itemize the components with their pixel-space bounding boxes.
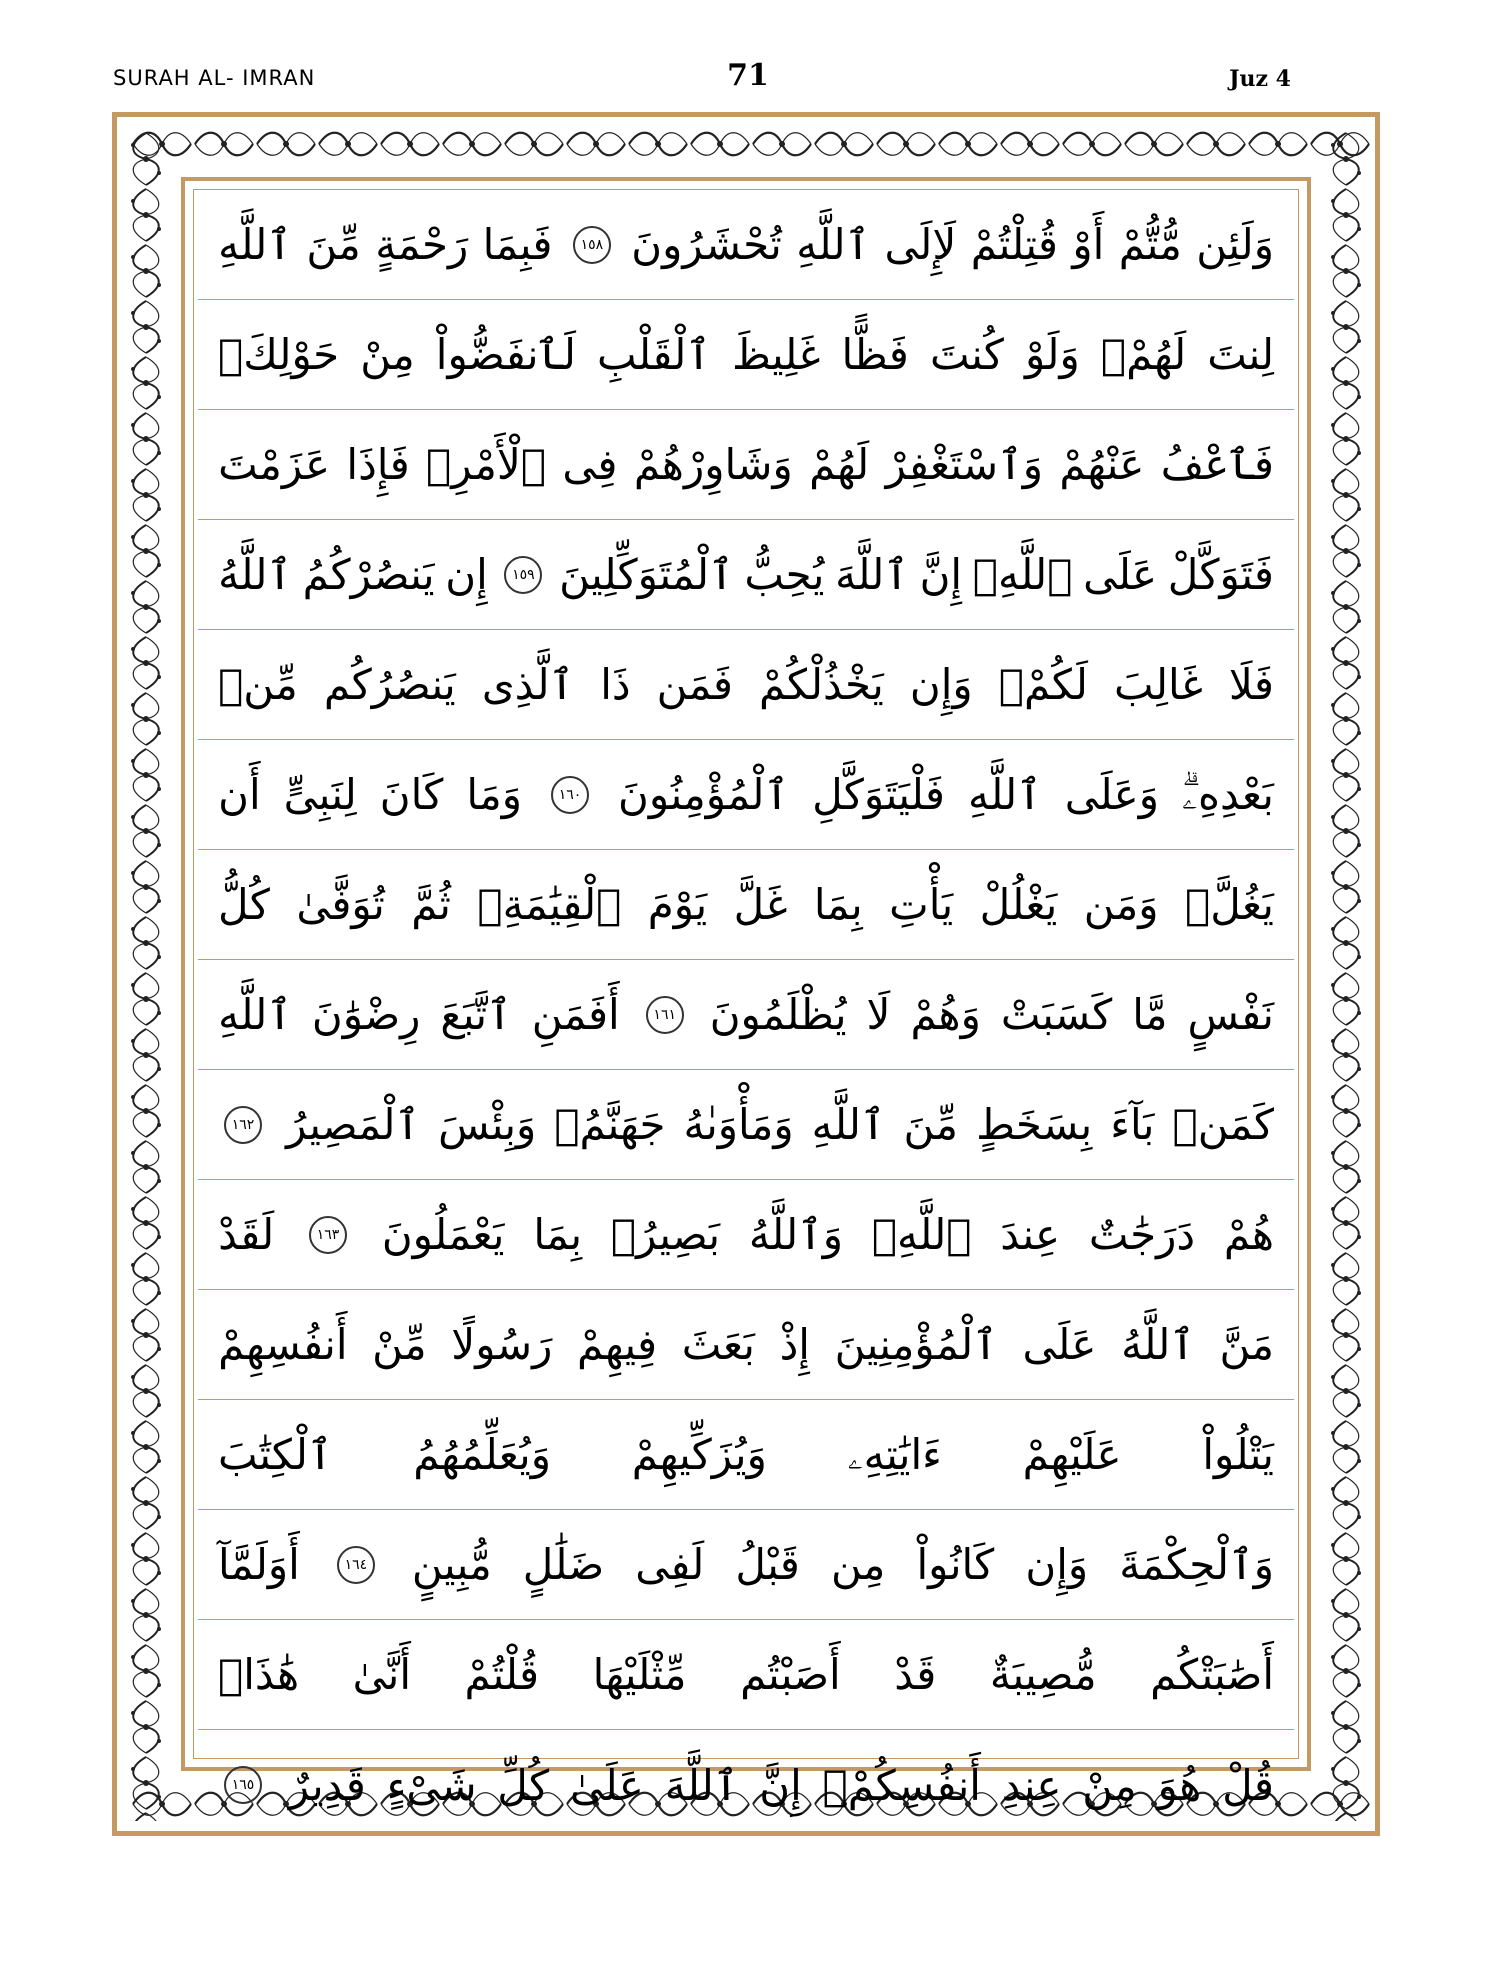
ayah-number-marker: ١٦٠ — [551, 776, 589, 814]
verse-word: رَسُولًا — [451, 1320, 553, 1369]
verse-line — [198, 1180, 1294, 1290]
verse-word: بِمَا — [533, 1210, 583, 1259]
ayah-number-marker: ١٦٥ — [224, 1766, 262, 1804]
verse-word: وَشَاوِرْهُمْ — [633, 440, 793, 489]
verse-word: يُحِبُّ — [744, 550, 825, 599]
verse-word: ذَا — [600, 660, 631, 709]
juz-label: Juz 4 — [1229, 66, 1291, 92]
verse-line — [198, 1400, 1294, 1510]
verse-word: مَّا — [1132, 990, 1168, 1039]
verse-word: عَنْهُمْ — [1059, 440, 1145, 489]
verse-word: لِنتَ — [1207, 330, 1274, 379]
verse-word: أَنَّىٰ — [352, 1650, 411, 1699]
verse-line — [198, 1510, 1294, 1620]
verse-word: وَلَوْ — [1024, 330, 1080, 379]
verse-word: إِنَّ — [919, 550, 963, 599]
verse-word: ٱلْكِتَٰبَ — [218, 1430, 333, 1479]
verse-word: ٱللَّهَ — [835, 550, 909, 599]
verse-word: وَعَلَى — [1064, 770, 1160, 819]
verse-word: فَمَن — [656, 660, 733, 709]
verse-word: قَدْ — [894, 1650, 937, 1699]
verse-word: ٱلْقِيَٰمَةِۚ — [477, 880, 622, 929]
border-ornament-top — [131, 125, 1371, 163]
ayah-number-marker: ١٦٢ — [224, 1106, 262, 1144]
verse-word: لَقَدْ — [218, 1210, 275, 1259]
verse-word: يَتْلُواْ — [1202, 1430, 1274, 1479]
verse-word: مُّتُّمْ — [1118, 220, 1182, 269]
verse-word: بِسَخَطٍ — [976, 1100, 1093, 1149]
verse-line — [198, 850, 1294, 960]
verse-word: وَبِئْسَ — [438, 1100, 537, 1149]
verse-word: لَهُمْ — [809, 440, 870, 489]
verse-word: ثُمَّ — [411, 880, 451, 929]
verse-word: يَأْتِ — [889, 880, 954, 929]
ayah-number-marker: ١٦٣ — [309, 1216, 347, 1254]
verse-word: لَا — [866, 990, 891, 1039]
verse-word: مِّنَ — [903, 1100, 959, 1149]
ayah-number-marker: ١٥٨ — [573, 226, 611, 264]
verse-word: جَهَنَّمُۖ — [554, 1100, 666, 1149]
verse-word: كَمَنۢ — [1172, 1100, 1274, 1149]
verse-word: رِضْوَٰنَ — [311, 990, 421, 1039]
verse-word: ٱلْمَصِيرُ — [286, 1100, 421, 1149]
verse-word: لَإِلَى — [884, 220, 957, 269]
verse-word: مَنَّ — [1219, 1320, 1274, 1369]
verse-word: يَنصُرُكُم — [323, 660, 456, 709]
verse-line — [198, 190, 1294, 300]
verse-word: كُلِّ — [497, 1760, 550, 1810]
verse-word: ٱللَّهُ — [218, 550, 292, 599]
ayah-number-marker: ١٦١ — [646, 996, 684, 1034]
verse-word: بَصِيرُۢ — [610, 1210, 721, 1259]
verse-word: أَنفُسِهِمْ — [218, 1320, 348, 1369]
verse-word: وَمَن — [1083, 880, 1159, 929]
verse-word: مِنْ — [360, 330, 415, 379]
verse-word: لَهُمْۖ — [1100, 330, 1187, 379]
verse-word: يَعْمَلُونَ — [381, 1210, 505, 1259]
verse-word: أَفَمَنِ — [531, 990, 620, 1039]
verse-line — [198, 300, 1294, 410]
verse-word: وَإِن — [1025, 1540, 1089, 1589]
verse-word: فَظًّا — [841, 330, 909, 379]
verse-word: فِى — [562, 440, 618, 489]
verse-line — [198, 520, 1294, 630]
verse-word: غَالِبَ — [1113, 660, 1203, 709]
verse-word: فَٱعْفُ — [1160, 440, 1274, 489]
verse-word: فَلَا — [1228, 660, 1274, 709]
verse-word: عَلَى — [1083, 550, 1158, 599]
verse-word: ٱلْقَلْبِ — [597, 330, 711, 379]
verse-word: كُلُّ — [218, 880, 270, 929]
verse-word: ءَايَٰتِهِۦ — [847, 1429, 942, 1479]
page-frame — [112, 112, 1380, 1836]
text-panel — [181, 177, 1311, 1810]
verse-word: مِّنَ — [306, 220, 361, 269]
verse-word: لِنَبِىٍّ — [283, 770, 357, 819]
verse-word: غَلِيظَ — [731, 330, 821, 379]
verse-word: أَنفُسِكُمْۗ — [822, 1760, 981, 1810]
verse-word: وَٱللَّهُ — [748, 1210, 844, 1259]
verse-word: أَوْ — [1072, 220, 1105, 269]
verse-word: يَنصُرْكُمُ — [302, 550, 435, 599]
verse-word: مِنْ — [1082, 1760, 1137, 1810]
verse-word: وَٱلْحِكْمَةَ — [1119, 1540, 1274, 1589]
verse-word: يَوْمَ — [647, 880, 708, 929]
verse-word: مِّنۢ — [218, 660, 298, 709]
verse-word: وَٱسْتَغْفِرْ — [885, 440, 1044, 489]
verse-word: بَعْدِهِۦۗ — [1182, 769, 1274, 819]
verse-word: وَمَأْوَىٰهُ — [683, 1100, 794, 1149]
verse-word: بَآءَ — [1110, 1100, 1155, 1149]
verse-word: عَزَمْتَ — [218, 440, 331, 489]
verse-word: عَلَيْهِمْ — [1022, 1430, 1122, 1479]
verse-word: عَلَى — [1022, 1320, 1097, 1369]
verse-word: عِندَ — [1000, 1210, 1061, 1259]
verse-line — [198, 1620, 1294, 1730]
verse-line — [198, 960, 1294, 1070]
verse-word: فِيهِمْ — [577, 1320, 658, 1369]
verse-word: ٱلْأَمْرِۖ — [426, 440, 547, 489]
verse-word: وَلَئِن — [1196, 220, 1274, 269]
verse-word: مِّنْ — [372, 1320, 427, 1369]
verse-word: يَغُلَّۚ — [1185, 880, 1274, 929]
verse-word: نَفْسٍ — [1187, 990, 1274, 1039]
verse-line — [198, 1290, 1294, 1400]
verse-word: يَغْلُلْ — [979, 880, 1058, 929]
verse-word: رَحْمَةٍ — [375, 220, 469, 269]
verse-word: تُوَفَّىٰ — [296, 880, 385, 929]
verse-word: غَلَّ — [733, 880, 788, 929]
verse-word: وَإِن — [909, 660, 973, 709]
page-number: 71 — [727, 58, 769, 93]
surah-title: SURAH AL- IMRAN — [113, 66, 316, 90]
verse-word: مِن — [830, 1540, 886, 1589]
verse-word: قُتِلْتُمْ — [970, 220, 1058, 269]
verse-word: قُلْ — [1222, 1760, 1274, 1810]
verse-word: هُمْ — [1223, 1210, 1274, 1259]
verse-word: ٱللَّهِ — [796, 220, 871, 269]
verse-word: وَيُزَكِّيهِمْ — [631, 1430, 767, 1479]
verse-word: ٱللَّهِ — [811, 1100, 886, 1149]
verse-word: كَانُواْ — [916, 1540, 995, 1589]
verse-word: أَصَٰبَتْكُم — [1150, 1650, 1274, 1699]
verse-word: مُّبِينٍ — [411, 1540, 492, 1589]
verse-word: لَكُمْۖ — [998, 660, 1088, 709]
verse-word: وَهُمْ — [910, 990, 981, 1039]
verse-word: إِذْ — [779, 1320, 810, 1369]
verse-word: ٱتَّبَعَ — [440, 990, 512, 1039]
verse-word: ٱللَّهِ — [218, 220, 292, 269]
verse-word: لَٱنفَضُّواْ — [435, 330, 576, 379]
verse-word: فَبِمَا — [482, 220, 553, 269]
verse-word: هُوَ — [1157, 1760, 1202, 1810]
verse-word: ٱلَّذِى — [481, 660, 575, 709]
verse-word: ٱلْمُؤْمِنِينَ — [834, 1320, 998, 1369]
verse-word: مِّثْلَيْهَا — [592, 1650, 687, 1699]
verse-word: قُلْتُمْ — [464, 1650, 540, 1699]
verse-line — [198, 630, 1294, 740]
verse-word: يُظْلَمُونَ — [709, 990, 847, 1039]
verse-word: ٱللَّهَ — [664, 1760, 739, 1810]
verse-word: فَإِذَا — [346, 440, 410, 489]
verse-word: ٱللَّهِ — [967, 770, 1042, 819]
verse-word: ضَلَٰلٍ — [522, 1540, 605, 1589]
verse-word: قَبْلُ — [735, 1540, 800, 1589]
verse-word: بَعَثَ — [681, 1320, 755, 1369]
verse-word: كَانَ — [379, 770, 444, 819]
verse-word: وَيُعَلِّمُهُمُ — [413, 1430, 551, 1479]
verse-word: إِنَّ — [759, 1760, 802, 1810]
verse-word: فَتَوَكَّلْ — [1167, 550, 1274, 599]
verse-word: ٱلْمُتَوَكِّلِينَ — [559, 550, 734, 599]
verse-word: ٱللَّهِۗ — [871, 1210, 972, 1259]
verse-word: عَلَىٰ — [569, 1760, 644, 1810]
verse-word: ٱللَّهُ — [1121, 1320, 1195, 1369]
verse-word: عِندِ — [1001, 1760, 1062, 1810]
verse-word: أَن — [218, 770, 261, 819]
verse-line — [198, 740, 1294, 850]
verse-word: حَوْلِكَۖ — [218, 330, 340, 379]
border-ornament-right — [1323, 131, 1369, 1821]
verse-line — [198, 1730, 1294, 1840]
verse-line — [198, 410, 1294, 520]
verse-word: دَرَجَٰتٌ — [1088, 1210, 1196, 1259]
ayah-number-marker: ١٦٤ — [337, 1546, 375, 1584]
border-ornament-left — [123, 131, 169, 1821]
verse-word: شَىْءٍ — [386, 1760, 477, 1810]
verse-word: يَخْذُلْكُمْ — [759, 660, 884, 709]
text-area — [193, 189, 1299, 1810]
verse-word: هَٰذَاۖ — [218, 1650, 300, 1699]
verse-word: فَلْيَتَوَكَّلِ — [812, 770, 945, 819]
verse-word: أَصَبْتُم — [740, 1650, 841, 1699]
verse-word: إِن — [445, 550, 488, 599]
verse-word: قَدِيرٌ — [288, 1760, 366, 1810]
verse-word: أَوَلَمَّآ — [218, 1540, 300, 1589]
verse-word: ٱلْمُؤْمِنُونَ — [617, 770, 790, 819]
verse-word: مُّصِيبَةٌ — [989, 1650, 1097, 1699]
verse-line — [198, 1070, 1294, 1180]
verse-word: كُنتَ — [929, 330, 1004, 379]
verse-word: ٱللَّهِۚ — [972, 550, 1073, 599]
verse-word: لَفِى — [635, 1540, 705, 1589]
verse-word: ٱللَّهِ — [218, 990, 292, 1039]
verse-word: تُحْشَرُونَ — [631, 220, 782, 269]
ayah-number-marker: ١٥٩ — [504, 556, 542, 594]
verse-word: كَسَبَتْ — [1000, 990, 1113, 1039]
verse-word: بِمَا — [813, 880, 863, 929]
verse-word: وَمَا — [466, 770, 522, 819]
